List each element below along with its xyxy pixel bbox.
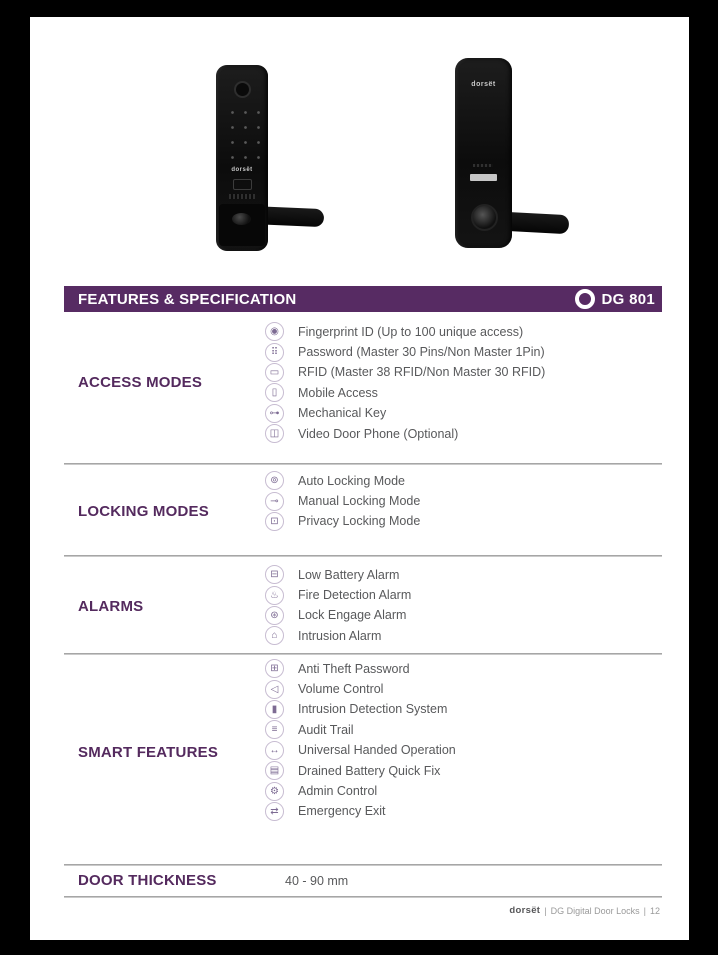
feature-label: Intrusion Detection System (298, 702, 448, 717)
door-thickness-value: 40 - 90 mm (285, 874, 349, 888)
footer-brand: dorsët (509, 905, 541, 916)
divider (64, 555, 662, 557)
feature-label: Password (Master 30 Pins/Non Master 1Pin) (298, 345, 545, 360)
front-lock-body (216, 65, 268, 251)
feature-row (265, 626, 679, 646)
feature-label: Volume Control (298, 682, 384, 697)
feature-label: Privacy Locking Mode (298, 514, 421, 529)
product-image-front-lock (216, 65, 326, 255)
feature-row (265, 403, 679, 423)
feature-row (265, 781, 679, 801)
section-rows (265, 322, 679, 444)
feature-label: Intrusion Alarm (298, 628, 382, 643)
product-image-back-lock (455, 58, 570, 254)
section-rows (265, 471, 679, 532)
thumb-turn-knob (471, 204, 498, 231)
feature-row (265, 362, 679, 382)
feature-label: Anti Theft Password (298, 661, 410, 676)
auto-locking-icon: ⊚ (265, 471, 284, 490)
front-lock-brand-label: dorsët (231, 167, 253, 173)
section-title: ALARMS (78, 598, 144, 615)
feature-label: Audit Trail (298, 722, 354, 737)
section-rows (265, 565, 679, 647)
rfid-card-icon: ▭ (265, 363, 284, 382)
document-page (30, 17, 689, 940)
feature-label: Video Door Phone (Optional) (298, 426, 459, 441)
feature-row (265, 801, 679, 821)
footer-page-number: 12 (649, 905, 660, 916)
feature-row (265, 471, 679, 491)
footer-separator: | (643, 905, 646, 916)
feature-row (265, 605, 679, 625)
feature-row (265, 699, 679, 719)
feature-row (265, 679, 679, 699)
drained-battery-icon: ▤ (265, 761, 284, 780)
section-title: ACCESS MODES (78, 374, 203, 391)
battery-cover-vent (473, 164, 493, 167)
feature-label: Admin Control (298, 784, 378, 799)
feature-label: Auto Locking Mode (298, 473, 406, 488)
feature-label: Universal Handed Operation (298, 743, 456, 758)
mechanical-key-icon: ⊶ (265, 404, 284, 423)
model-number: DG 801 (601, 290, 655, 308)
fingerprint-icon: ◉ (265, 322, 284, 341)
feature-row (265, 565, 679, 585)
feature-row (265, 659, 679, 679)
feature-row (265, 511, 679, 531)
back-lock-brand-label: dorsët (471, 81, 496, 88)
feature-label: Fingerprint ID (Up to 100 unique access) (298, 324, 524, 339)
rfid-reader-slot (233, 179, 252, 190)
battery-cover-label (470, 174, 497, 181)
divider (64, 653, 662, 655)
speaker-grille (229, 194, 255, 199)
lock-engage-icon: ⊛ (265, 606, 284, 625)
door-thickness-title: DOOR THICKNESS (78, 872, 217, 889)
intrusion-alarm-icon: ⌂ (265, 626, 284, 645)
low-battery-icon: ⊟ (265, 565, 284, 584)
keypad-grid (224, 103, 262, 163)
divider (64, 896, 662, 898)
feature-row (265, 720, 679, 740)
video-door-phone-icon: ◫ (265, 424, 284, 443)
ring-icon (575, 289, 595, 309)
volume-control-icon: ◁ (265, 680, 284, 699)
section-title: SMART FEATURES (78, 744, 219, 761)
universal-handed-icon: ↔ (265, 741, 284, 760)
mobile-phone-icon: ▯ (265, 383, 284, 402)
page-footer (509, 905, 660, 916)
manual-locking-icon: ⊸ (265, 492, 284, 511)
feature-row (265, 383, 679, 403)
section-title: LOCKING MODES (78, 503, 209, 520)
audit-trail-icon: ≡ (265, 720, 284, 739)
lower-panel (219, 204, 265, 246)
feature-label: Emergency Exit (298, 804, 386, 819)
header-model-group (575, 289, 663, 309)
feature-label: RFID (Master 38 RFID/Non Master 30 RFID) (298, 365, 546, 380)
feature-row (265, 322, 679, 342)
feature-label: Manual Locking Mode (298, 494, 421, 509)
feature-row (265, 585, 679, 605)
section-rows (265, 659, 679, 822)
emergency-exit-icon: ⇄ (265, 802, 284, 821)
feature-label: Mechanical Key (298, 406, 387, 421)
feature-row (265, 760, 679, 780)
divider (64, 463, 662, 465)
feature-row (265, 342, 679, 362)
fire-detection-icon: ♨ (265, 586, 284, 605)
feature-label: Mobile Access (298, 385, 378, 400)
divider (64, 864, 662, 866)
feature-label: Fire Detection Alarm (298, 588, 412, 603)
intrusion-detection-icon: ▮ (265, 700, 284, 719)
keypad-icon: ⠿ (265, 343, 284, 362)
footer-separator: | (544, 905, 547, 916)
feature-label: Lock Engage Alarm (298, 608, 407, 623)
admin-control-icon: ⚙ (265, 782, 284, 801)
feature-label: Low Battery Alarm (298, 567, 400, 582)
header-title: FEATURES & SPECIFICATION (78, 290, 297, 308)
feature-row (265, 491, 679, 511)
feature-row (265, 740, 679, 760)
back-lock-body (455, 58, 512, 248)
anti-theft-icon: ⊞ (265, 659, 284, 678)
privacy-locking-icon: ⊡ (265, 512, 284, 531)
keyhole-cover (232, 213, 251, 225)
footer-product-line: DG Digital Door Locks (550, 905, 640, 916)
fingerprint-sensor (234, 81, 251, 98)
feature-label: Drained Battery Quick Fix (298, 763, 441, 778)
feature-row (265, 423, 679, 443)
features-header-bar (64, 286, 662, 312)
